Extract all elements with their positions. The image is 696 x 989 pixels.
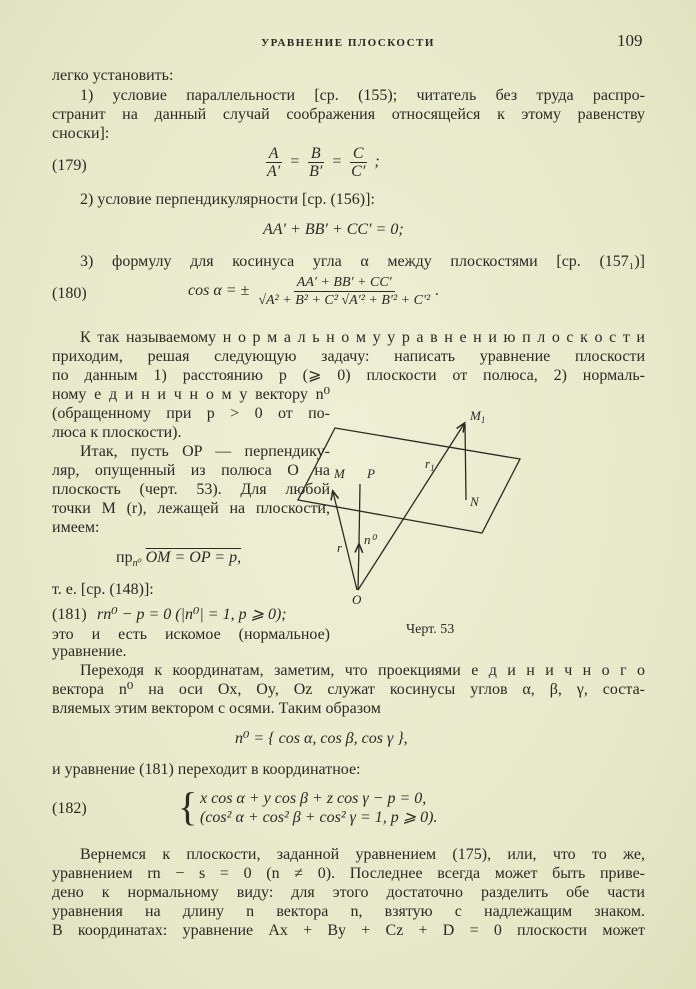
text-line: 2) условие перпендикулярности [ср. (156)]: [80, 191, 375, 208]
eq-sign: = [289, 153, 301, 171]
label-M1-sub: 1 [480, 415, 486, 425]
text-line: (обращенному при p > 0 от по- [52, 405, 330, 422]
equation-n0: n⁰ = { cos α, cos β, cos γ }, [235, 730, 408, 747]
text-line: ному е д и н и ч н о м у вектору n⁰ [52, 386, 330, 403]
text-line: вектора n⁰ на оси Ox, Oy, Oz служат косинусы углов α, β, γ, соста- [52, 681, 645, 698]
eq-proj-rest: OM = OP = p, [145, 549, 242, 566]
eq-den: A′ [267, 163, 281, 180]
equation-label-179: (179) [52, 157, 87, 174]
segment-OP [359, 484, 360, 545]
page-number: 109 [617, 31, 643, 50]
eq-lhs: cos α = ± [188, 282, 250, 300]
label-r: r [337, 540, 343, 555]
text-line: плоскость (черт. 53). Для любой [52, 481, 330, 498]
text-line: имеем: [52, 519, 100, 536]
text-line: 1) условие параллельности [ср. (155); читатель без труда распро- [80, 87, 645, 104]
vector-n0 [358, 545, 359, 590]
label-M: M [334, 466, 345, 481]
text-line: К так называемому н о р м а л ь н о м у у р а в н е н и ю п л о с к о с т и [80, 329, 645, 346]
equation-182-line2: (cos² α + cos² β + cos² γ = 1, p ⩾ 0). [200, 809, 438, 826]
text-line: легко установить: [52, 67, 174, 84]
eq-end: ; [374, 153, 380, 171]
text-line: В координатах: уравнение Ax + By + Cz + D = 0 плоскости может [52, 922, 645, 939]
text-line: уравнения на длину n вектора n, взятую с надлежащим знаком. [52, 903, 645, 920]
label-P: P [367, 466, 375, 481]
eq-sign: = [331, 153, 343, 171]
figure-caption: Черт. 53 [406, 622, 455, 637]
text-line: это и есть искомое (нормальное) [52, 626, 330, 643]
segment-M1N [465, 424, 466, 500]
eq-num: AA′ + BB′ + CC′ [294, 274, 395, 292]
label-r1 [425, 456, 435, 473]
equation-182-line1: x cos α + y cos β + z cos γ − p = 0, [200, 790, 427, 807]
vector-r1 [358, 424, 464, 590]
text-line: точки M (r), лежащей на плоскости, [52, 500, 330, 517]
label-M1-main: M [470, 408, 481, 423]
text-line: по данным 1) расстоянию p (⩾ 0) плоскости от полюса, 2) нормаль- [52, 367, 645, 384]
label-n0: n⁰ [364, 532, 376, 547]
text-line: уравнением rn − s = 0 (n ≠ 0). Последнее всегда может быть приве- [52, 865, 645, 882]
equation-perpendicularity: AA′ + BB′ + CC′ = 0; [263, 221, 404, 238]
label-r1-sub: 1 [430, 463, 435, 473]
text-line: 3) формулу для косинуса угла α между плоскостями [ср. (157₁)] [80, 253, 645, 270]
label-M1 [469, 408, 485, 425]
label-O: O [352, 592, 362, 607]
text-line: уравнение. [52, 643, 127, 660]
equation-181: rn⁰ − p = 0 (|n⁰| = 1, p ⩾ 0); [97, 606, 287, 623]
label-r1-main: r [425, 456, 431, 471]
text-line: люса к плоскости). [52, 424, 182, 441]
text-line: ляр, опущенный из полюса O на [52, 462, 330, 479]
text-line: т. е. [ср. (148)]: [52, 581, 154, 598]
text-line: сноски]: [52, 125, 110, 142]
equation-label-182: (182) [52, 800, 87, 817]
eq-num: B [308, 145, 324, 163]
brace: { [178, 784, 198, 829]
eq-num: A [266, 145, 282, 163]
text-line: приходим, решая следующую задачу: написать уравнение плоскости [52, 348, 645, 365]
equation-label-180: (180) [52, 285, 87, 302]
eq-proj-op: пр [116, 549, 133, 566]
eq-proj-sub: n⁰ [132, 558, 142, 570]
eq-num: C [350, 145, 367, 163]
text-line: дено к нормальному виду: для этого достаточно разделить обе части [52, 884, 645, 901]
text-line: Переходя к координатам, заметим, что проекциями е д и н и ч н о г о [80, 662, 645, 679]
text-line: Вернемся к плоскости, заданной уравнением (175), или, что то же, [80, 846, 645, 863]
text-line: Итак, пусть OP — перпендику- [80, 443, 330, 460]
eq-den: B′ [309, 163, 323, 180]
text-line: вляемых этим вектором с осями. Таким образом [52, 700, 381, 717]
equation-label-181: (181) [52, 606, 87, 623]
text-line: и уравнение (181) переходит в координатное: [52, 761, 361, 778]
running-header: УРАВНЕНИЕ ПЛОСКОСТИ [261, 37, 435, 49]
plane-shape [298, 428, 520, 533]
text-line: странит на данный случай соображения относящейся к этому равенству [52, 106, 645, 123]
eq-den: √A² + B² + C² √A′² + B′² + C′² [258, 293, 431, 308]
eq-den: C′ [351, 163, 366, 180]
eq-end: . [435, 282, 440, 300]
label-N: N [470, 494, 479, 509]
